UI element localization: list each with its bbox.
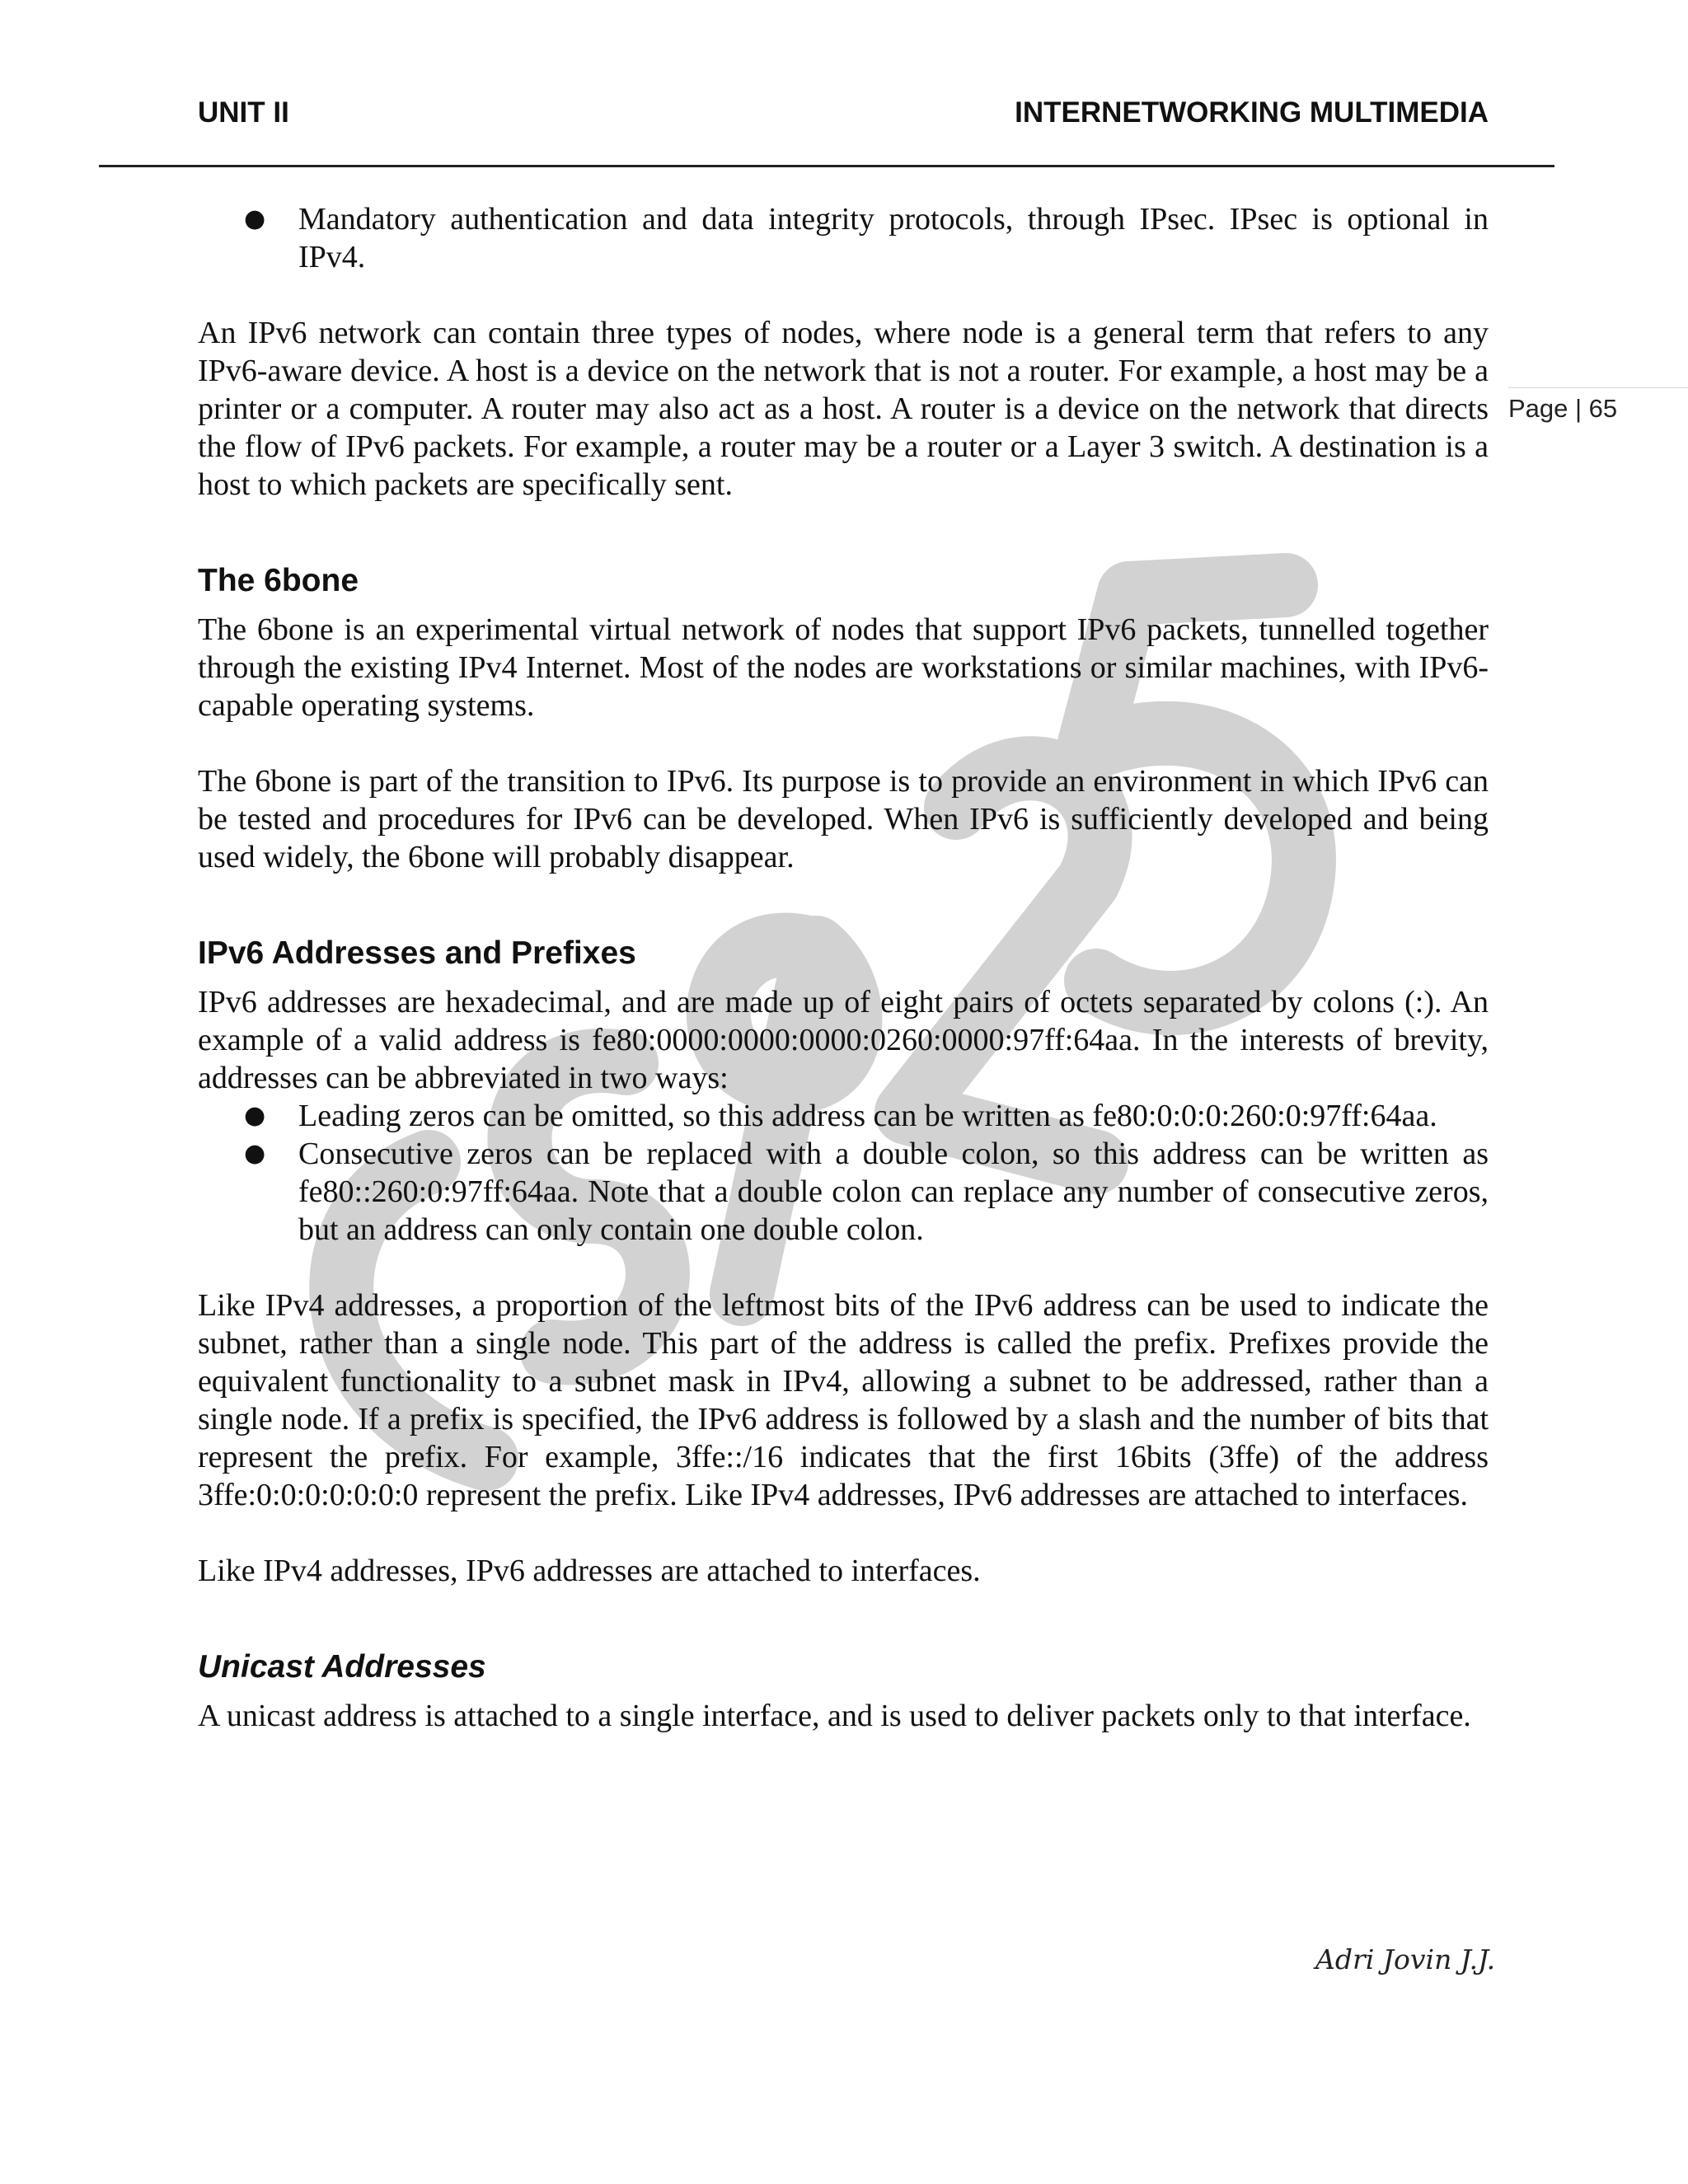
abbreviation-list xyxy=(198,1097,1489,1249)
6bone-paragraph-1: The 6bone is an experimental virtual network of nodes that support IPv6 packets, tunnelled together through the existing IPv4 Internet. Most of the nodes are workstations or similar machines, with IPv6-capable operating systems. xyxy=(198,612,1489,723)
margin-divider xyxy=(1508,387,1688,388)
author-signature: Adri Jovin J.J. xyxy=(1315,1943,1496,1975)
bullet-icon: ● xyxy=(244,1139,266,1168)
nodes-paragraph: An IPv6 network can contain three types of nodes, where node is a general term that refers to any IPv6-aware device. A host is a device on the network that is not a router. For example, a host may be a printer or a computer. A router may also act as a host. A router is a device on the network that directs the flow of IPv6 packets. For example, a router may be a router or a Layer 3 switch. A destination is a host to which packets are specifically sent. xyxy=(198,316,1489,502)
addresses-paragraph-3: Like IPv4 addresses, IPv6 addresses are attached to interfaces. xyxy=(198,1554,981,1588)
intro-bullet-list xyxy=(198,200,1489,276)
list-item xyxy=(198,200,1489,276)
addresses-paragraph-1: IPv6 addresses are hexadecimal, and are made up of eight pairs of octets separated by colons (:). An example of a valid address is fe80:0000:0000:0000:0260:0000:97ff:64aa. In the interests of brevity, addresses can be abbreviated in two ways: xyxy=(198,985,1489,1095)
heading-unicast: Unicast Addresses xyxy=(198,1649,486,1685)
list-item xyxy=(198,1097,1489,1135)
addresses-paragraph-2: Like IPv4 addresses, a proportion of the leftmost bits of the IPv6 address can be used to indicate the subnet, rather than a single node. This part of the address is called the prefix. Prefixes provide the equivalent functionality to a subnet mask in IPv4, allowing a subnet to be addressed, rather than a single node. If a prefix is specified, the IPv6 address is followed by a slash and the number of bits that represent the prefix. For example, 3ffe::/16 indicates that the first 16bits (3ffe) of the address 3ffe:0:0:0:0:0:0:0 represent the prefix. Like IPv4 addresses, IPv6 addresses are attached to interfaces. xyxy=(198,1288,1489,1512)
page-header xyxy=(198,96,1489,129)
bullet-text: Leading zeros can be omitted, so this address can be written as fe80:0:0:0:260:0:97ff:64aa. xyxy=(298,1099,1437,1133)
6bone-paragraph-2: The 6bone is part of the transition to IPv6. Its purpose is to provide an environment in which IPv6 can be tested and procedures for IPv6 can be developed. When IPv6 is sufficiently developed and being used widely, the 6bone will probably disappear. xyxy=(198,764,1489,874)
bullet-icon: ● xyxy=(244,204,266,233)
header-divider xyxy=(99,165,1554,167)
document-body xyxy=(198,200,1489,1735)
header-unit: UNIT II xyxy=(198,96,289,129)
heading-addresses: IPv6 Addresses and Prefixes xyxy=(198,935,636,971)
list-item xyxy=(198,1135,1489,1249)
page-number: Page | 65 xyxy=(1508,394,1618,423)
header-title: INTERNETWORKING MULTIMEDIA xyxy=(1015,96,1489,129)
unicast-paragraph: A unicast address is attached to a single interface, and is used to deliver packets only to that interface. xyxy=(198,1699,1471,1733)
bullet-text: Consecutive zeros can be replaced with a double colon, so this address can be written as fe80::260:0:97ff:64aa. Note that a double colon can replace any number of consecutive zeros, but an address can only contain one double colon. xyxy=(298,1137,1489,1247)
bullet-icon: ● xyxy=(244,1101,266,1130)
heading-6bone: The 6bone xyxy=(198,563,359,598)
bullet-text: Mandatory authentication and data integrity protocols, through IPsec. IPsec is optional in IPv4. xyxy=(298,202,1489,274)
